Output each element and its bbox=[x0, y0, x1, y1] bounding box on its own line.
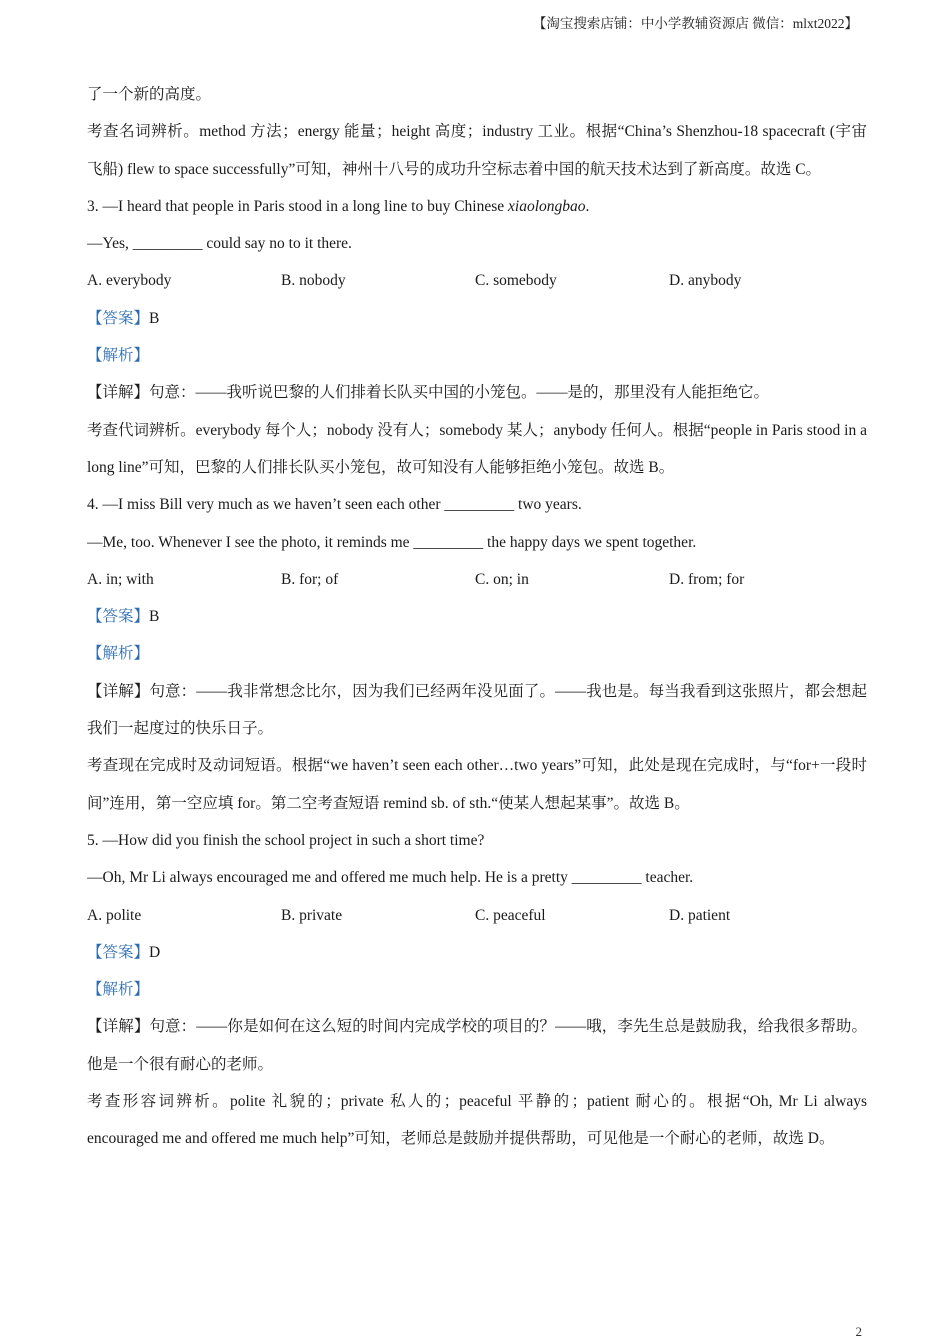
q3-analysis: 考查代词辨析。everybody 每个人；nobody 没有人；somebody 某人；anybody 任何人。根据“people in Paris stood in a long line”可知，巴黎的人们排长队买小笼包，故可知没有人能够拒绝小笼包。故选 B。 bbox=[87, 421, 867, 476]
q3-stem-text: 3. —I heard that people in Paris stood in a long line to buy Chinese bbox=[87, 197, 509, 215]
q5-detail-tag: 【详解】 bbox=[87, 1018, 150, 1036]
q5-answer-tag: 【答案】 bbox=[87, 943, 150, 961]
q3-detail bbox=[87, 374, 867, 411]
q3-option-c: C. somebody bbox=[475, 272, 557, 290]
q4-option-a: A. in; with bbox=[87, 570, 154, 588]
q3-option-a: A. everybody bbox=[87, 272, 172, 290]
q3-detail-text: 句意：——我听说巴黎的人们排着长队买中国的小笼包。——是的，那里没有人能拒绝它。 bbox=[149, 384, 770, 402]
q5-option-b: B. private bbox=[281, 906, 343, 924]
q2-analysis: 考查名词辨析。method 方法；energy 能量；height 高度；industry 工业。根据“China’s Shenzhou-18 spacecraft (宇宙飞船) flew to space successfully”可知，神州十八号的成功升空标志着中国的航天技术达到了新高度。故选 C。 bbox=[87, 123, 867, 178]
q4-stem: 4. —I miss Bill very much as we haven’t seen each other _________ two years. bbox=[87, 496, 582, 514]
q5-option-d: D. patient bbox=[669, 906, 731, 924]
q5-detail-text: 句意：——你是如何在这么短的时间内完成学校的项目的？——哦，李先生总是鼓励我，给我很多帮助。他是一个很有耐心的老师。 bbox=[87, 1018, 867, 1073]
q5-analysis-tag: 【解析】 bbox=[87, 981, 150, 999]
q4-answer-tag: 【答案】 bbox=[87, 608, 150, 626]
q3-answer bbox=[87, 300, 867, 337]
q5-answer-value: D bbox=[149, 943, 161, 961]
q4-option-b: B. for; of bbox=[281, 570, 339, 588]
q3-stem-end: . bbox=[585, 197, 590, 215]
q5-detail bbox=[87, 1008, 867, 1083]
q4-analysis-tag: 【解析】 bbox=[87, 645, 150, 663]
q4-option-c: C. on; in bbox=[475, 570, 529, 588]
q4-detail bbox=[87, 673, 867, 748]
q5-answer bbox=[87, 934, 867, 971]
q5-option-a: A. polite bbox=[87, 906, 142, 924]
q5-option-c: C. peaceful bbox=[475, 906, 546, 924]
q4-detail-tag: 【详解】 bbox=[87, 682, 150, 700]
q4-answer-value: B bbox=[149, 608, 160, 626]
q3-stem bbox=[87, 188, 867, 225]
q4-option-d: D. from; for bbox=[669, 570, 745, 588]
q3-stem-reply: —Yes, _________ could say no to it there. bbox=[87, 235, 352, 253]
q4-analysis: 考查现在完成时及动词短语。根据“we haven’t seen each other…two years”可知，此处是现在完成时，与“for+一段时间”连用，第一空应填 for。第二空考查短语 remind sb. of sth.“使某人想起某事”。故选 B。 bbox=[87, 757, 867, 812]
q3-detail-tag: 【详解】 bbox=[87, 384, 150, 402]
page-header: 【淘宝搜索店铺：中小学教辅资源店 微信：mlxt2022】 bbox=[532, 16, 858, 31]
q3-answer-tag: 【答案】 bbox=[87, 309, 150, 327]
q5-stem-reply: —Oh, Mr Li always encouraged me and offered me much help. He is a pretty _________ teacher. bbox=[87, 869, 694, 887]
q2-continuation: 了一个新的高度。 bbox=[87, 86, 212, 103]
q4-answer bbox=[87, 598, 867, 635]
q3-answer-value: B bbox=[149, 309, 160, 327]
q3-stem-italic: xiaolongbao bbox=[508, 197, 586, 215]
q5-stem: 5. —How did you finish the school project in such a short time? bbox=[87, 831, 485, 849]
q3-analysis-tag: 【解析】 bbox=[87, 347, 150, 365]
q3-option-b: B. nobody bbox=[281, 272, 346, 290]
document-body bbox=[87, 76, 867, 1158]
q4-detail-text: 句意：——我非常想念比尔，因为我们已经两年没见面了。——我也是。每当我看到这张照片，都会想起我们一起度过的快乐日子。 bbox=[87, 682, 867, 738]
q4-options bbox=[87, 561, 867, 598]
q5-options bbox=[87, 897, 867, 934]
q3-options bbox=[87, 262, 867, 299]
q3-option-d: D. anybody bbox=[669, 272, 742, 290]
q4-stem-reply: —Me, too. Whenever I see the photo, it reminds me _________ the happy days we spent together. bbox=[87, 533, 697, 551]
q5-analysis: 考查形容词辨析。polite 礼貌的；private 私人的；peaceful 平静的；patient 耐心的。根据“Oh, Mr Li always encouraged me and offered me much help”可知，老师总是鼓励并提供帮助，可见他是一个耐心的老师，故选 D。 bbox=[87, 1093, 867, 1148]
page-number: 2 bbox=[855, 1324, 862, 1339]
